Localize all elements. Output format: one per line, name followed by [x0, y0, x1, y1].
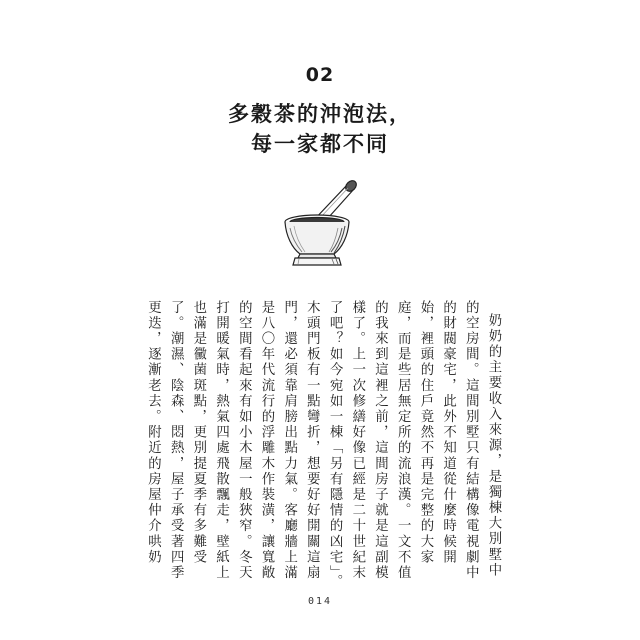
mortar-and-pestle-icon: [272, 170, 372, 280]
chapter-number: 02: [305, 64, 335, 86]
chapter-title-line-1: 多穀茶的沖泡法，: [228, 102, 412, 126]
mortar: [285, 215, 349, 265]
page-number: 014: [307, 596, 333, 607]
body-text: [145, 300, 504, 590]
chapter-title-line-2: 每一家都不同: [251, 132, 389, 156]
body-paragraph: 奶奶的主要收入來源，是獨棟大別墅中的空房間。這間別墅只有結構像電視劇中的財閥豪宅，此外不知道從什麼時候開始，裡頭的住戶竟然不再是完整的大家庭，而是些居無定所的流浪漢。一文不值的我來到這裡之前，這間房子就是這副模樣了。上一次修繕好像已經是二十世紀末了吧？如今宛如一棟「另有隱情的凶宅」。木頭門板有一點彎折，想要好好開關這扇門，還必須靠肩膀出點力氣。客廳牆上滿是八〇年代流行的浮雕木作裝潢，讓寬敞的空間看起來有如小木屋一般狹窄。冬天打開暖氣時，熱氣四處飛散飄走，壁紙上也滿是黴菌斑點，更別提夏季有多難受了。潮濕、陰森、悶熱，屋子承受著四季更迭，逐漸老去。附近的房屋仲介哄奶: [145, 300, 501, 590]
